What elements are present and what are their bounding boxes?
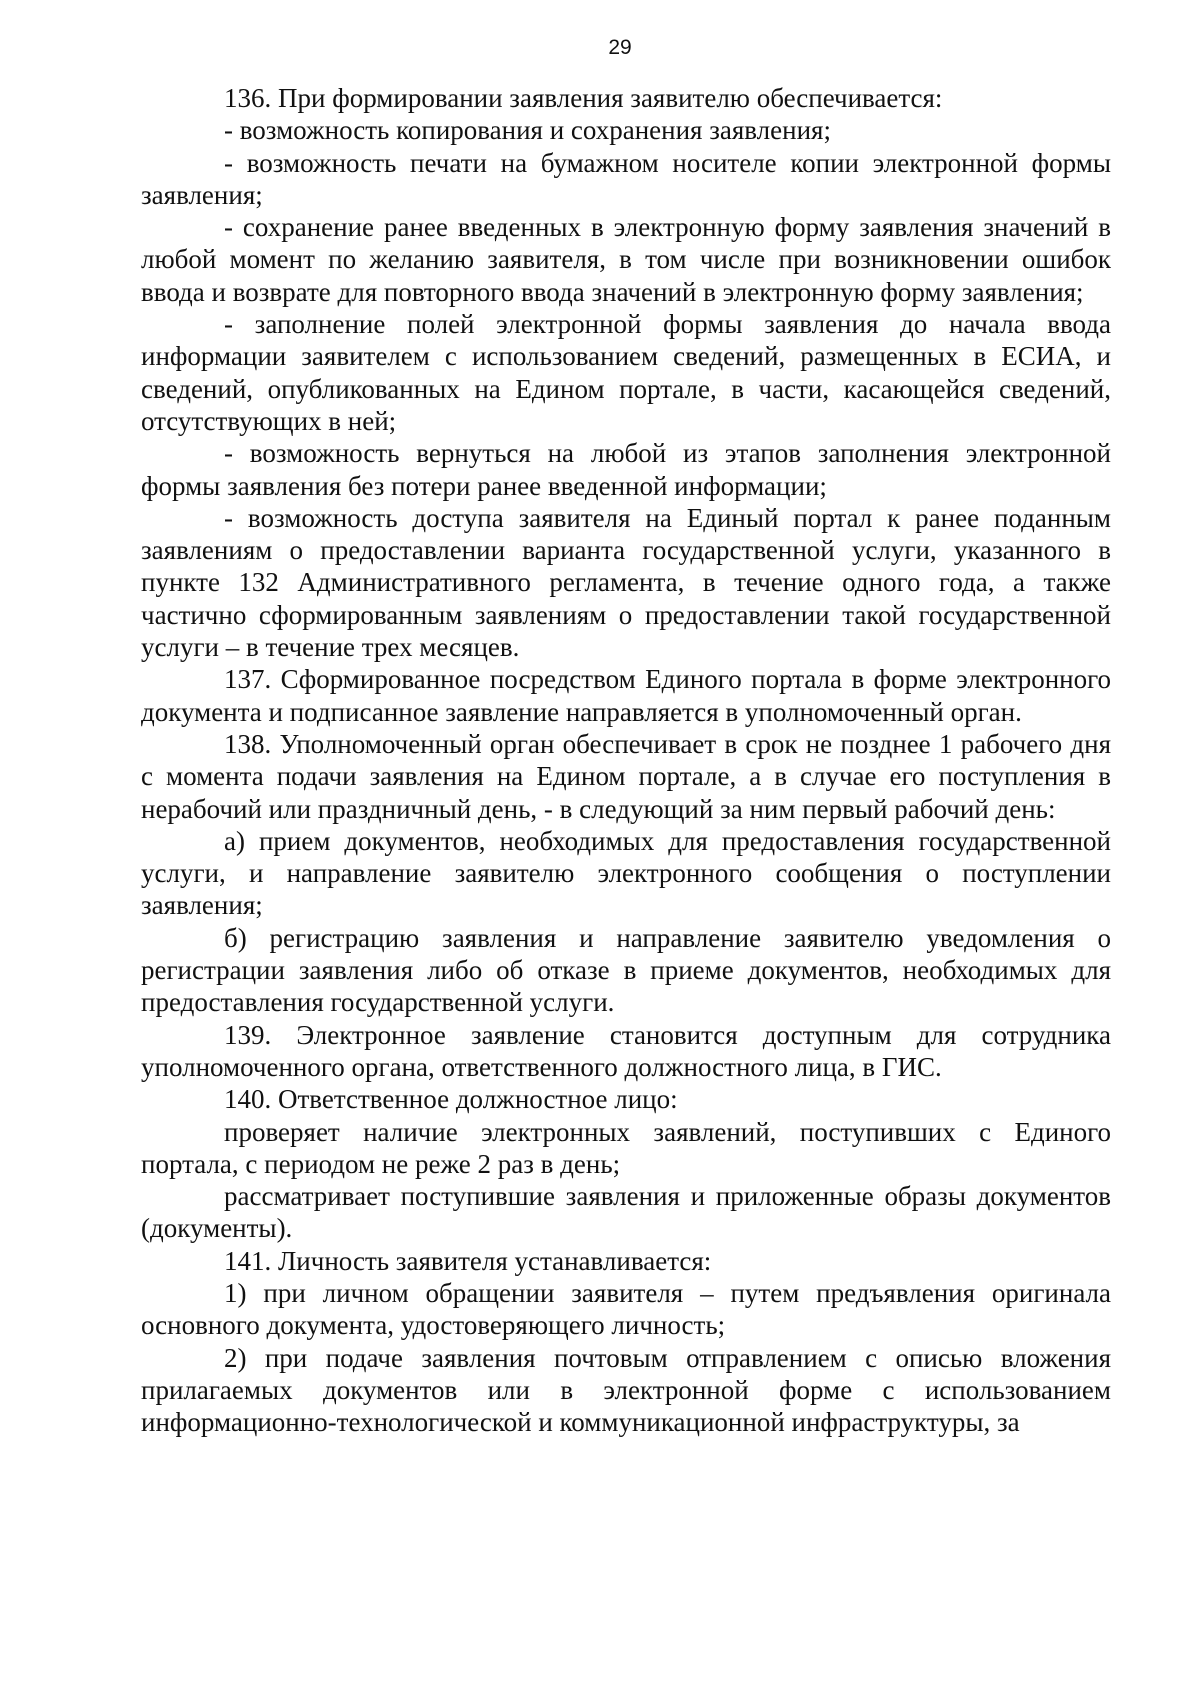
paragraph: б) регистрацию заявления и направление заявителю уведомления о регистрации заявления либо об отказе в приеме документов, необходимых для предоставления государственной услуги. [141,922,1111,1018]
paragraph: 137. Сформированное посредством Единого портала в форме электронного документа и подписанное заявление направляется в уполномоченный орган. [141,664,1111,727]
paragraph: - возможность вернуться на любой из этапов заполнения электронной формы заявления без потери ранее введенной информации; [141,438,1111,501]
paragraph: - заполнение полей электронной формы заявления до начала ввода информации заявителем с использованием сведений, размещенных в ЕСИА, и сведений, опубликованных на Едином портале, в части, касающейся сведений, отсутствующих в ней; [141,309,1111,436]
paragraph: 136. При формировании заявления заявителю обеспечивается: [224,83,943,113]
paragraph: 140. Ответственное должностное лицо: [224,1084,678,1115]
paragraph: 138. Уполномоченный орган обеспечивает в срок не позднее 1 рабочего дня с момента подачи заявления на Едином портале, а в случае его поступления в нерабочий или праздничный день, - в следующий за ним первый рабочий день: [141,728,1111,824]
document-body [141,82,1111,1438]
paragraph: проверяет наличие электронных заявлений, поступивших с Единого портала, с периодом не реже 2 раз в день; [141,1116,1111,1179]
paragraph: рассматривает поступившие заявления и приложенные образы документов (документы). [141,1181,1111,1244]
paragraph: 139. Электронное заявление становится доступным для сотрудника уполномоченного органа, ответственного должностного лица, в ГИС. [141,1019,1111,1082]
page-number: 29 [608,36,632,59]
paragraph: - возможность доступа заявителя на Единый портал к ранее поданным заявлениям о предоставлении варианта государственной услуги, указанного в пункте 132 Административного регламента, в течение одного года, а также частично сформированным заявлениям о предоставлении такой государственной услуги – в течение трех месяцев. [141,502,1111,663]
paragraph: - возможность копирования и сохранения заявления; [224,115,831,146]
paragraph: - сохранение ранее введенных в электронную форму заявления значений в любой момент по желанию заявителя, в том числе при возникновении ошибок ввода и возврате для повторного ввода значений в электронную форму заявления; [141,212,1111,307]
paragraph: 2) при подаче заявления почтовым отправлением с описью вложения прилагаемых документов или в электронной форме с использованием информационно-технологической и коммуникационной инфраструктуры, за [141,1342,1111,1438]
paragraph: 141. Личность заявителя устанавливается: [224,1245,712,1276]
paragraph: - возможность печати на бумажном носителе копии электронной формы заявления; [141,147,1111,210]
paragraph: а) прием документов, необходимых для предоставления государственной услуги, и направление заявителю электронного сообщения о поступлении заявления; [141,825,1111,921]
paragraph: 1) при личном обращении заявителя – путем предъявления оригинала основного документа, удостоверяющего личность; [141,1277,1111,1341]
